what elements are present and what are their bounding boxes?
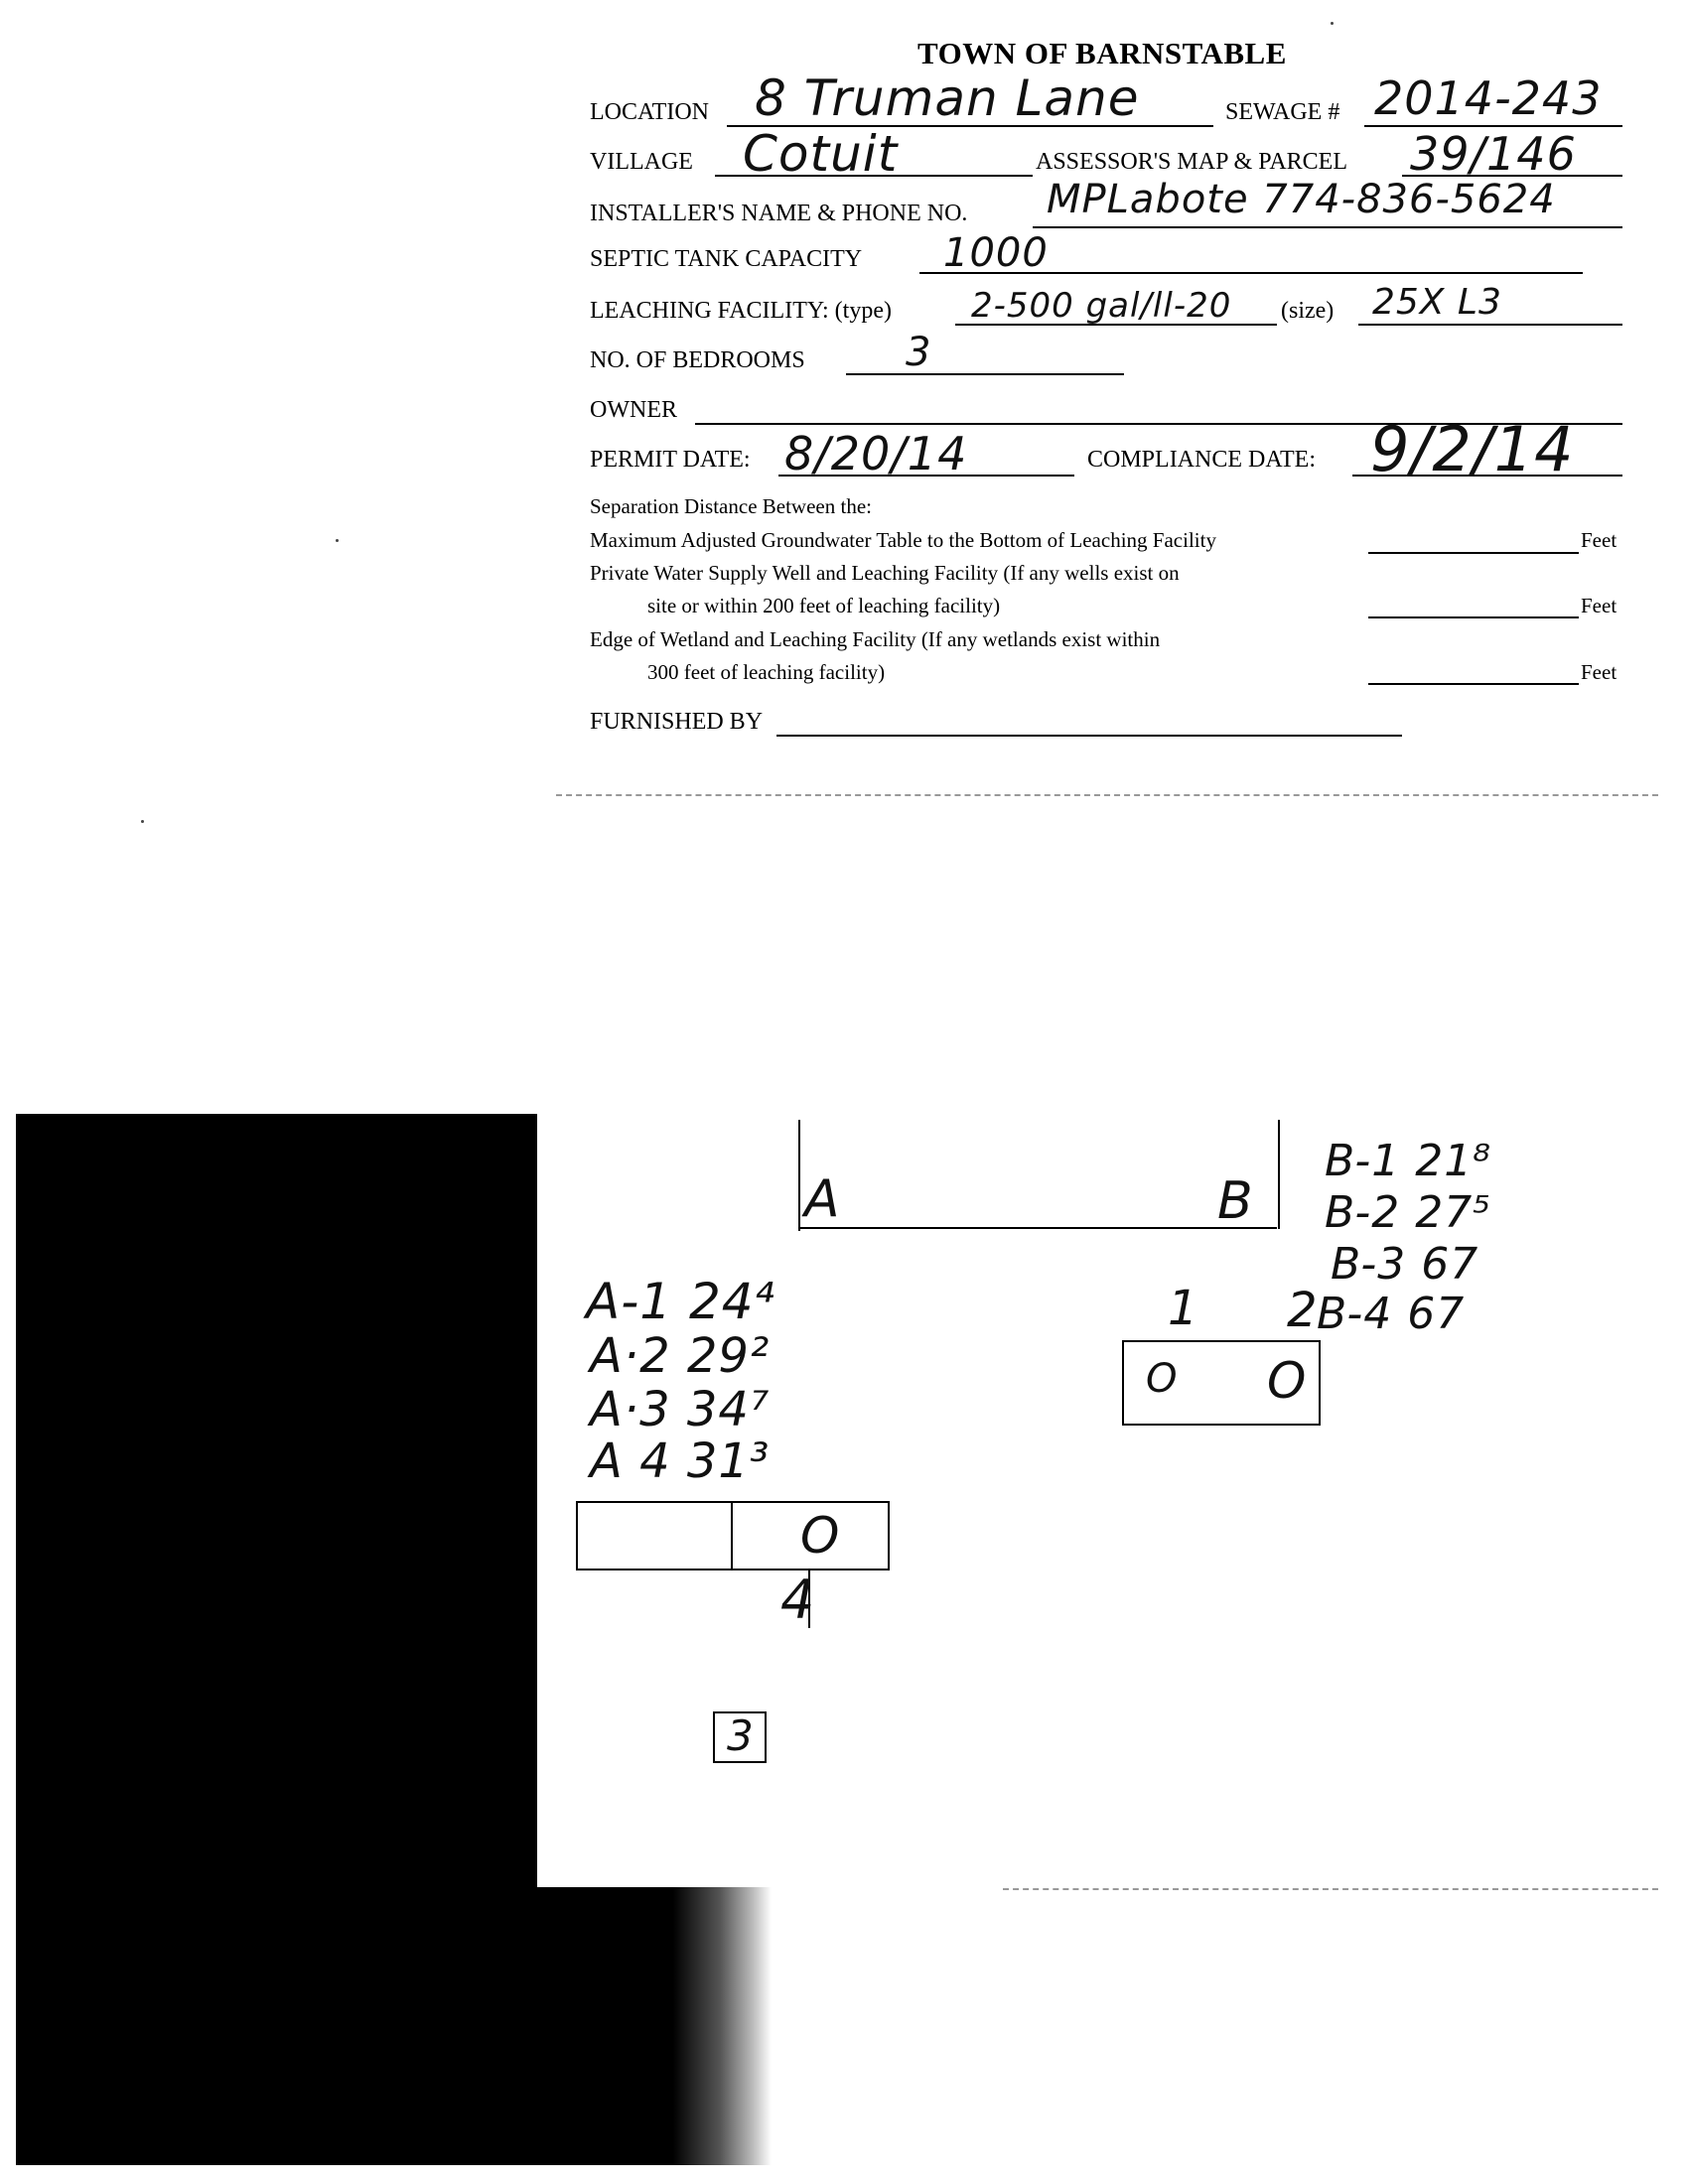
separation-well-feet: Feet: [1581, 594, 1618, 617]
separation-wetland-feet: Feet: [1581, 660, 1618, 684]
permit-value: 8/20/14: [784, 427, 968, 480]
b-reading: B-3 67: [1331, 1239, 1479, 1290]
distribution-box-1-2: [1122, 1340, 1321, 1426]
redaction-block: [16, 1114, 537, 2165]
location-label: LOCATION: [590, 99, 709, 125]
tank-value: 1000: [943, 230, 1049, 276]
furnished-by-label: FURNISHED BY: [590, 709, 764, 735]
installer-underline: [1033, 226, 1622, 228]
separation-groundwater-feet: Feet: [1581, 528, 1618, 552]
sewage-value: 2014-243: [1374, 71, 1603, 125]
owner-label: OWNER: [590, 397, 677, 423]
separation-well-text-1: Private Water Supply Well and Leaching Facility (If any wells exist on: [590, 561, 1180, 585]
a-reading: A·2 29²: [590, 1328, 771, 1384]
location-value: 8 Truman Lane: [755, 69, 1140, 127]
separation-groundwater-blank: [1368, 552, 1579, 554]
b-reading: B-2 27⁵: [1325, 1187, 1491, 1238]
sketch-line-b-vertical: [1278, 1120, 1280, 1229]
a-reading: A·3 34⁷: [590, 1382, 771, 1437]
b-reading: B-4 67: [1317, 1289, 1466, 1339]
sketch-line-a-b: [800, 1227, 1277, 1229]
village-label: VILLAGE: [590, 149, 693, 175]
separation-groundwater-text: Maximum Adjusted Groundwater Table to the Bottom of Leaching Facility: [590, 528, 1216, 552]
b-reading: B-1 21⁸: [1325, 1136, 1491, 1186]
bedrooms-underline: [846, 373, 1124, 375]
furnished-by-underline: [776, 735, 1402, 737]
sketch-label-a: A: [804, 1169, 841, 1229]
scan-speck: [336, 539, 339, 542]
size-label: (size): [1281, 298, 1335, 324]
separation-wetland-text-2: 300 feet of leaching facility): [647, 660, 886, 684]
box-label-1: 1: [1168, 1281, 1199, 1336]
form-title: TOWN OF BARNSTABLE: [917, 36, 1287, 70]
a-reading: A 4 31³: [590, 1433, 771, 1489]
separation-wetland-blank: [1368, 683, 1579, 685]
separation-heading: Separation Distance Between the:: [590, 494, 872, 518]
box-label-2: 2: [1287, 1283, 1319, 1338]
separation-well-blank: [1368, 616, 1579, 618]
scan-speck: [1331, 22, 1334, 25]
installer-label: INSTALLER'S NAME & PHONE NO.: [590, 201, 968, 226]
village-value: Cotuit: [743, 125, 899, 183]
box-label-3: 3: [727, 1711, 755, 1760]
bedrooms-value: 3: [906, 330, 932, 375]
box-circle: O: [1267, 1352, 1308, 1410]
distribution-box-4: [576, 1501, 890, 1570]
compliance-label: COMPLIANCE DATE:: [1087, 447, 1317, 473]
separation-wetland-text-1: Edge of Wetland and Leaching Facility (If any wetlands exist within: [590, 627, 1161, 651]
tank-label: SEPTIC TANK CAPACITY: [590, 246, 863, 272]
box-circle: O: [800, 1507, 841, 1565]
bedroom-count-box: [713, 1711, 767, 1763]
scan-fold-line-lower: [1003, 1888, 1658, 1890]
permit-label: PERMIT DATE:: [590, 447, 751, 473]
sketch-label-b: B: [1217, 1171, 1254, 1231]
compliance-value: 9/2/14: [1370, 413, 1575, 485]
sketch-line-a-vertical: [798, 1120, 800, 1231]
map-parcel-label: ASSESSOR'S MAP & PARCEL: [1036, 149, 1348, 175]
a-reading: A-1 24⁴: [586, 1273, 775, 1330]
leaching-label: LEACHING FACILITY: (type): [590, 298, 892, 324]
installer-value: MPLabote 774-836-5624: [1047, 177, 1556, 222]
redaction-gradient: [537, 1887, 772, 2165]
scan-fold-line: [556, 794, 1658, 796]
separation-well-text-2: site or within 200 feet of leaching facility): [647, 594, 1001, 617]
scan-speck: [141, 820, 144, 823]
map-parcel-value: 39/146: [1410, 127, 1577, 181]
leaching-type-value: 2-500 gal/ll-20: [971, 286, 1232, 326]
sewage-label: SEWAGE #: [1225, 99, 1340, 125]
box-label-4: 4: [780, 1569, 816, 1631]
leaching-size-underline: [1358, 324, 1622, 326]
box-circle: O: [1146, 1356, 1179, 1402]
leaching-size-value: 25X L3: [1372, 282, 1502, 323]
box-divider: [731, 1503, 733, 1569]
bedrooms-label: NO. OF BEDROOMS: [590, 347, 805, 373]
